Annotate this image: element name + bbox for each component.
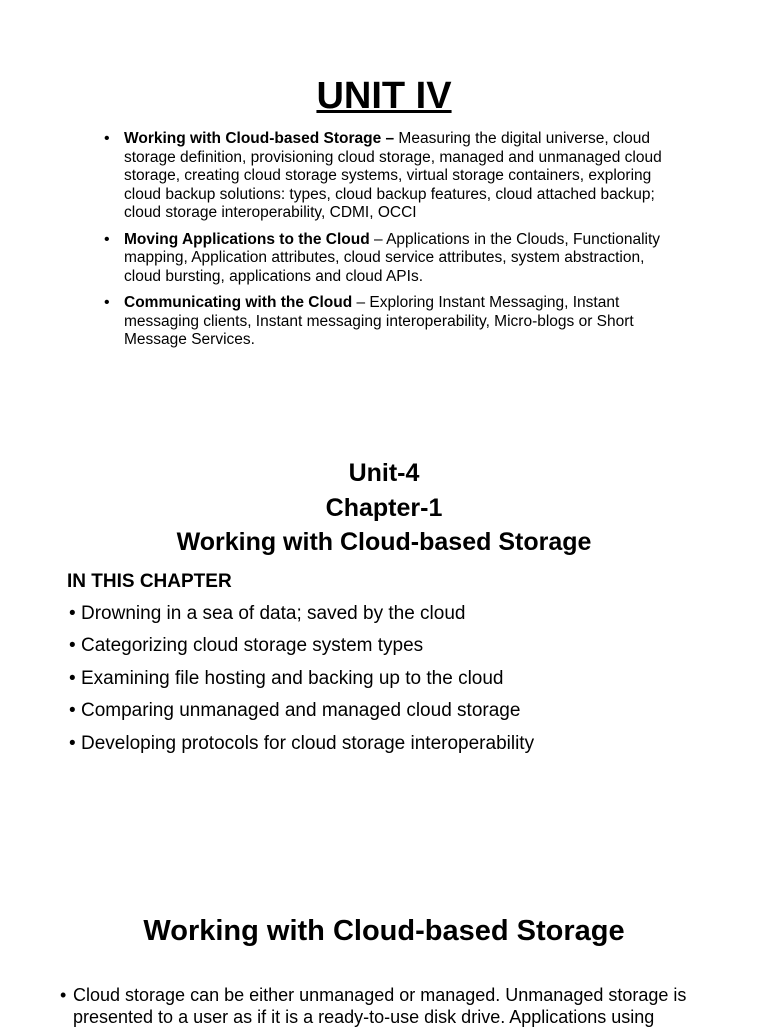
slide-title: Working with Cloud-based Storage [143,915,625,947]
unit-title: UNIT IV [316,75,452,117]
chapter-title: Working with Cloud-based Storage [176,528,592,556]
unit-topic-list [104,130,684,358]
topic-description: – Exploring Instant Messaging, Instant messaging clients, Instant messaging interoperability, Micro-blogs or Short Message Services. [124,294,634,348]
unit-label: Unit-4 [348,459,420,487]
chapter-topic-item: • Drowning in a sea of data; saved by the cloud [69,602,729,626]
unit-topic-item [104,231,684,287]
body-text: Cloud storage can be either unmanaged or managed. Unmanaged storage is presented to a user as if it is a ready-to-use disk drive. Applications using [73,985,687,1027]
slide-chapter-1 [0,440,768,810]
chapter-topic-item: • Examining file hosting and backing up to the cloud [69,667,729,691]
unit-topic-item [104,294,684,350]
unit-topic-item [104,130,684,223]
in-this-chapter-label: IN THIS CHAPTER [67,571,232,592]
slide-unit-iv [0,0,768,430]
topic-description: Measuring the digital universe, cloud storage definition, provisioning cloud storage, managed and unmanaged cloud storage, creating cloud storage systems, virtual storage containers, exploring cloud backup solutions: types, cloud backup features, cloud attached backup; cloud storage interoperability, CDMI, OCCI [124,130,662,221]
chapter-topic-list [69,602,729,764]
chapter-heading [0,456,768,560]
topic-heading: Moving Applications to the Cloud [124,230,370,248]
chapter-topic-item: • Comparing unmanaged and managed cloud storage [69,699,729,723]
bullet-icon: • [60,985,67,1005]
topic-heading: Communicating with the Cloud [124,294,353,311]
chapter-topic-item: • Developing protocols for cloud storage interoperability [69,732,729,756]
topic-heading: Working with Cloud-based Storage – [124,130,395,147]
chapter-label: Chapter-1 [325,493,443,522]
slide-cloud-storage [0,890,768,1027]
chapter-topic-item: • Categorizing cloud storage system types [69,634,729,658]
topic-description: – Applications in the Clouds, Functionality mapping, Application attributes, cloud service attributes, system abstraction, cloud bursting, applications and cloud APIs. [124,230,661,285]
body-paragraph [60,984,743,1028]
